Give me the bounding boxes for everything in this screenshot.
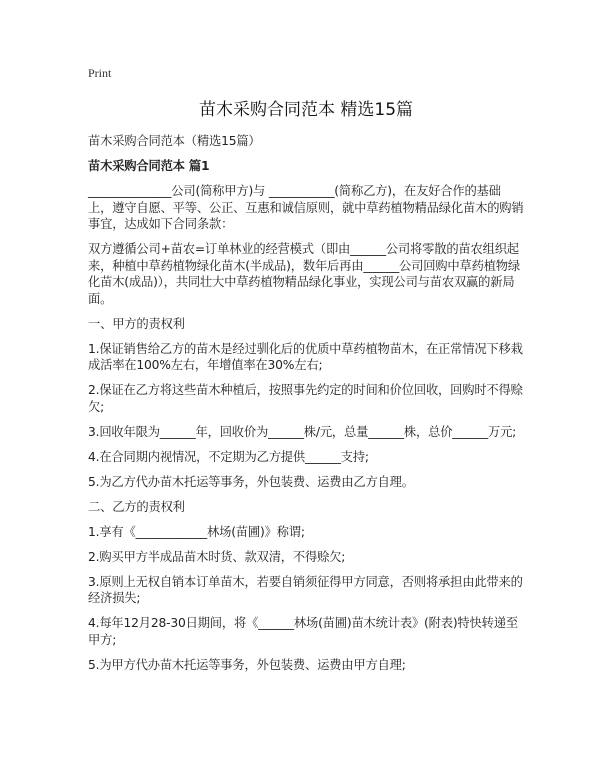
- section-heading: 苗木采购合同范本 篇1: [88, 159, 210, 173]
- list-item: 5.为乙方代办苗木托运等事务，外包装费、运费由乙方自理。: [88, 474, 414, 489]
- list-item: 4.在合同期内视情况，不定期为乙方提供______支持;: [88, 449, 369, 464]
- paragraph: 双方遵循公司+苗农=订单林业的经营模式（即由______公司将零散的苗农组织起来，种植中草药植物绿化苗木(半成品)，数年后再由______公司回购中草药植物绿化苗木(成品)），共同壮大中草药植物精品绿化事业，实现公司与苗农双赢的新局面。: [88, 242, 520, 306]
- paragraph: ______________公司(简称甲方)与 ___________(简称乙方)，在友好合作的基础上，遵守自愿、平等、公正、互惠和诚信原则，就中草药植物精品绿化苗木的购销事宜，达成如下合同条款：: [88, 184, 524, 231]
- page-title: 苗木采购合同范本 精选15篇: [198, 100, 414, 120]
- list-item: 3.回收年限为______年，回收价为______株/元，总量______株，总价______万元;: [88, 424, 517, 439]
- subtitle: 苗木采购合同范本（精选15篇）: [88, 134, 261, 148]
- list-item: 2.保证在乙方将这些苗木种植后，按照事先约定的时间和价位回收，回购时不得赊欠;: [88, 383, 523, 414]
- list-item: 3.原则上无权自销本订单苗木，若要自销须征得甲方同意，否则将承担由此带来的经济损失;: [88, 574, 523, 605]
- list-item: 4.每年12月28-30日期间，将《______林场(苗圃)苗木统计表》(附表)特快转递至甲方;: [88, 616, 518, 647]
- print-link[interactable]: Print: [88, 66, 112, 80]
- list-item: 1.享有《____________林场(苗圃)》称谓;: [88, 524, 305, 539]
- section1-title: 一、甲方的责权利: [88, 316, 185, 331]
- list-item: 2.购买甲方半成品苗木时货、款双清，不得赊欠;: [88, 549, 346, 564]
- list-item: 1.保证销售给乙方的苗木是经过驯化后的优质中草药植物苗木，在正常情况下移栽成活率在100%左右，年增值率在30%左右;: [88, 341, 523, 372]
- document: [88, 66, 524, 682]
- section2-title: 二、乙方的责权利: [88, 499, 185, 514]
- list-item: 5.为甲方代办苗木托运等事务，外包装费、运费由甲方自理;: [88, 657, 406, 672]
